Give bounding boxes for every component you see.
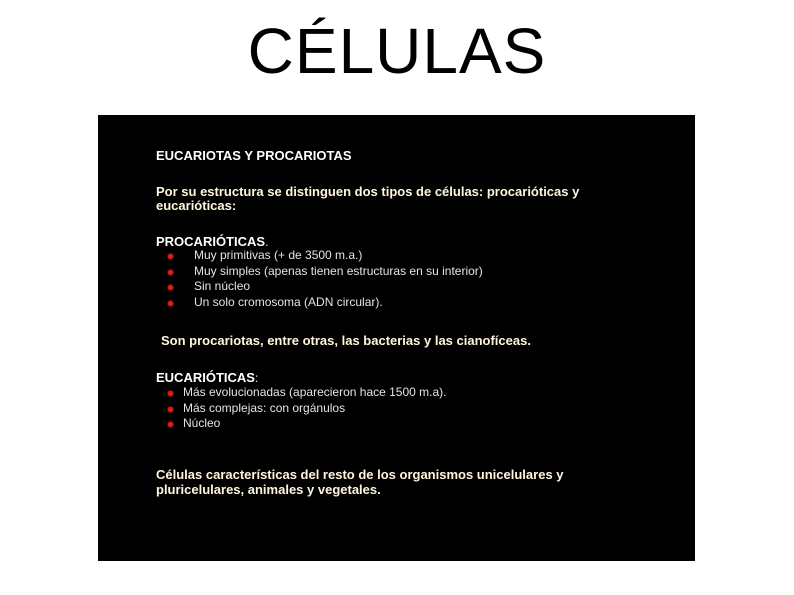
prokaryotes-title: PROCARIÓTICAS bbox=[156, 234, 266, 249]
eukaryotes-title: EUCARIÓTICAS bbox=[156, 370, 255, 385]
list-item-text: Sin núcleo bbox=[194, 279, 251, 293]
intro-line-2: eucarióticas: bbox=[156, 198, 237, 213]
list-item-text: Núcleo bbox=[183, 416, 221, 430]
list-item-text: Más complejas: con orgánulos bbox=[183, 400, 346, 415]
closing-line-2: pluricelulares, animales y vegetales. bbox=[156, 482, 381, 497]
slide-title: CÉLULAS bbox=[247, 15, 547, 87]
panel-heading: EUCARIOTAS Y PROCARIOTAS bbox=[156, 148, 352, 163]
list-item-text: Un solo cromosoma (ADN circular). bbox=[194, 294, 383, 309]
prokaryotes-examples: Son procariotas, entre otras, las bacterias y las cianofíceas. bbox=[161, 333, 531, 348]
bullet-dot-icon bbox=[168, 422, 173, 427]
prokaryotes-title-suffix: . bbox=[265, 235, 269, 249]
bullet-dot-icon bbox=[168, 270, 173, 275]
eukaryotes-title-row bbox=[156, 370, 258, 385]
bullet-dot-icon bbox=[168, 254, 173, 259]
bullet-dot-icon bbox=[168, 407, 173, 412]
prokaryotes-title-row bbox=[156, 234, 268, 249]
bullet-dot-icon bbox=[168, 391, 173, 396]
eukaryotes-title-suffix: : bbox=[254, 371, 259, 385]
list-item-text: Muy primitivas (+ de 3500 m.a.) bbox=[194, 248, 363, 262]
intro-line-1: Por su estructura se distinguen dos tipos de células: procarióticas y bbox=[156, 184, 580, 199]
bullet-dot-icon bbox=[168, 301, 173, 306]
closing-line-1: Células características del resto de los organismos unicelulares y bbox=[156, 467, 564, 482]
content-panel bbox=[98, 115, 695, 561]
list-item-text: Más evolucionadas (aparecieron hace 1500 m.a). bbox=[183, 385, 447, 399]
list-item-text: Muy simples (apenas tienen estructuras en su interior) bbox=[194, 263, 483, 278]
bullet-dot-icon bbox=[168, 285, 173, 290]
